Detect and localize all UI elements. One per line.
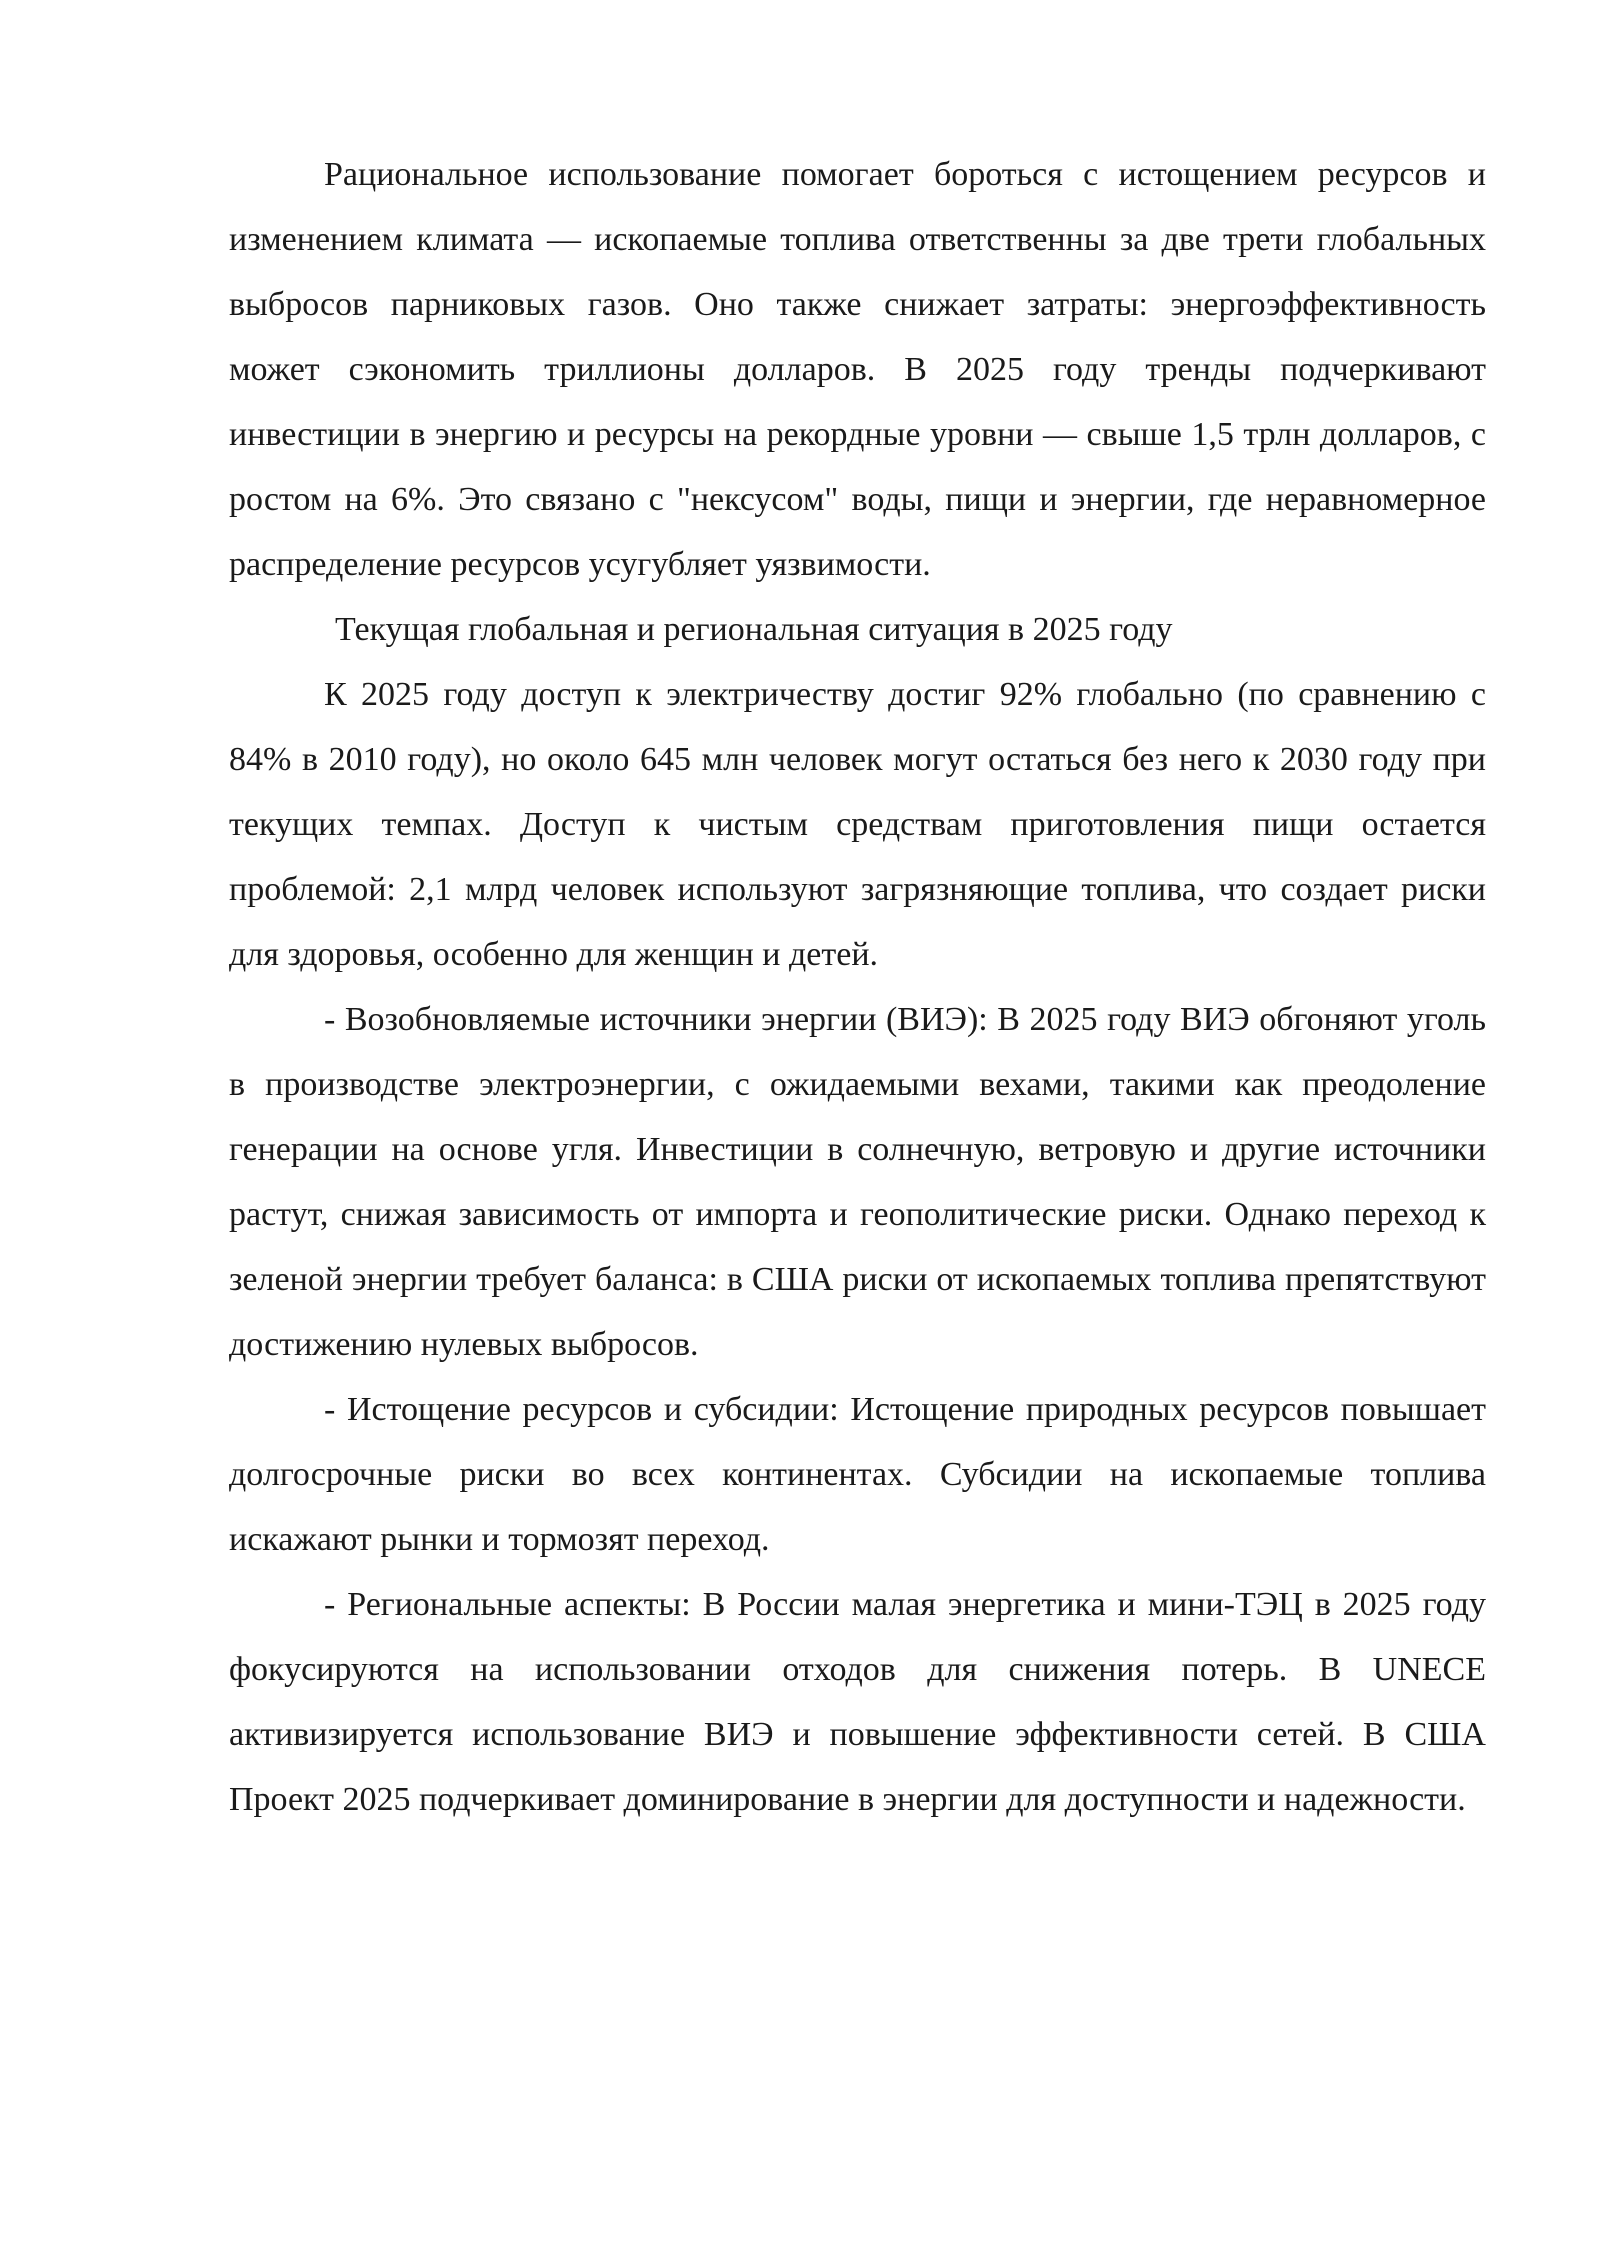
paragraph-renewables: - Возобновляемые источники энергии (ВИЭ): В 2025 году ВИЭ обгоняют уголь в производстве электроэнергии, с ожидаемыми вехами, такими как преодоление генерации на основе угля. Инвестиции в солнечную, ветровую и другие источники растут, снижая зависимость от импорта и геополитические риски. Однако переход к зеленой энергии требует баланса: в США риски от ископаемых топлива препятствуют достижению нулевых выбросов.	[229, 1001, 1486, 1363]
paragraph-electricity-access: К 2025 году доступ к электричеству достиг 92% глобально (по сравнению с 84% в 2010 году), но около 645 млн человек могут остаться без него к 2030 году при текущих темпах. Доступ к чистым средствам приготовления пищи остается проблемой: 2,1 млрд человек используют загрязняющие топлива, что создает риски для здоровья, особенно для женщин и детей.	[229, 676, 1486, 973]
section-heading: Текущая глобальная и региональная ситуация в 2025 году	[335, 611, 1173, 648]
paragraph-rational-use: Рациональное использование помогает бороться с истощением ресурсов и изменением климата — ископаемые топлива ответственны за две трети глобальных выбросов парниковых газов. Оно также снижает затраты: энергоэффективность может сэкономить триллионы долларов. В 2025 году тренды подчеркивают инвестиции в энергию и ресурсы на рекордные уровни — свыше 1,5 трлн долларов, с ростом на 6%. Это связано с "нексусом" воды, пищи и энергии, где неравномерное распределение ресурсов усугубляет уязвимости.	[229, 156, 1486, 583]
document-body	[229, 142, 1486, 1832]
paragraph-resource-depletion: - Истощение ресурсов и субсидии: Истощение природных ресурсов повышает долгосрочные риски во всех континентах. Субсидии на ископаемые топлива искажают рынки и тормозят переход.	[229, 1391, 1486, 1558]
paragraph-regional-aspects: - Региональные аспекты: В России малая энергетика и мини-ТЭЦ в 2025 году фокусируются на использовании отходов для снижения потерь. В UNECE активизируется использование ВИЭ и повышение эффективности сетей. В США Проект 2025 подчеркивает доминирование в энергии для доступности и надежности.	[229, 1586, 1486, 1818]
